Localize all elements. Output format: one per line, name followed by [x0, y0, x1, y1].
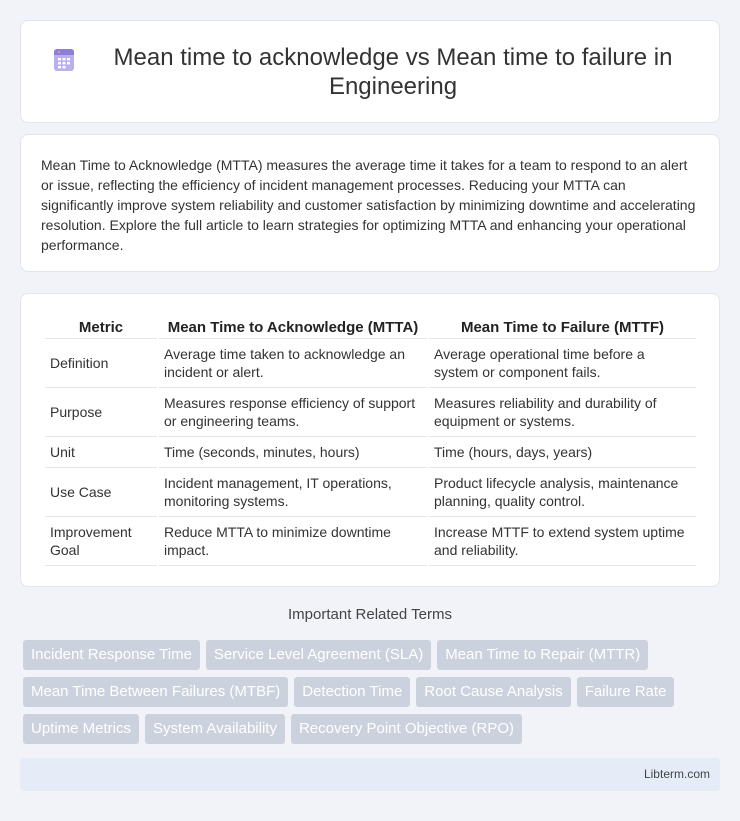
table-row	[45, 516, 696, 566]
summary-card	[20, 134, 720, 272]
tag-system-availability[interactable]: System Availability	[145, 714, 285, 744]
header-mttf: Mean Time to Failure (MTTF)	[460, 318, 665, 336]
footer	[20, 758, 720, 791]
tag-uptime-metrics[interactable]: Uptime Metrics	[23, 714, 139, 744]
row-mtta: Time (seconds, minutes, hours)	[159, 436, 427, 467]
table-row	[45, 338, 696, 387]
tag-detection-time[interactable]: Detection Time	[294, 677, 410, 707]
tag-mean-time-between-failures[interactable]: Mean Time Between Failures (MTBF)	[23, 677, 288, 707]
row-metric: Definition	[45, 338, 157, 387]
tag-incident-response-time[interactable]: Incident Response Time	[23, 640, 200, 670]
document-icon	[51, 47, 77, 73]
row-mttf: Increase MTTF to extend system uptime and reliability.	[429, 516, 696, 566]
row-mtta: Measures response efficiency of support or engineering teams.	[159, 387, 427, 436]
tag-failure-rate[interactable]: Failure Rate	[577, 677, 675, 707]
comparison-table	[43, 316, 698, 566]
tag-mean-time-to-repair[interactable]: Mean Time to Repair (MTTR)	[437, 640, 648, 670]
row-metric: Improvement Goal	[45, 516, 157, 566]
table-row	[45, 436, 696, 467]
row-mttf: Time (hours, days, years)	[429, 436, 696, 467]
comparison-table-card	[20, 293, 720, 587]
table-row	[45, 467, 696, 516]
header-inner	[51, 43, 689, 101]
row-metric: Purpose	[45, 387, 157, 436]
tag-recovery-point-objective[interactable]: Recovery Point Objective (RPO)	[291, 714, 522, 744]
row-metric: Unit	[45, 436, 157, 467]
header-card	[20, 20, 720, 123]
footer-brand-link[interactable]: Libterm.com	[643, 767, 710, 781]
related-terms-title: Important Related Terms	[288, 606, 452, 623]
row-metric: Use Case	[45, 467, 157, 516]
row-mtta: Reduce MTTA to minimize downtime impact.	[159, 516, 427, 566]
row-mttf: Product lifecycle analysis, maintenance planning, quality control.	[429, 467, 696, 516]
row-mttf: Measures reliability and durability of equipment or systems.	[429, 387, 696, 436]
row-mttf: Average operational time before a system or component fails.	[429, 338, 696, 387]
page-title: Mean time to acknowledge vs Mean time to failure in Engineering	[113, 43, 673, 100]
row-mtta: Incident management, IT operations, monitoring systems.	[159, 467, 427, 516]
header-metric: Metric	[78, 318, 124, 336]
summary-text: Mean Time to Acknowledge (MTTA) measures the average time it takes for a team to respond to an alert or issue, reflecting the efficiency of incident management processes. Reducing your MTTA can significantly improve system reliability and customer satisfaction by minimizing downtime and accelerating resolution. Explore the full article to learn strategies for optimizing MTTA and enhancing your operational performance.	[41, 157, 696, 253]
header-mtta: Mean Time to Acknowledge (MTTA)	[167, 318, 419, 336]
tag-root-cause-analysis[interactable]: Root Cause Analysis	[416, 677, 570, 707]
tag-service-level-agreement[interactable]: Service Level Agreement (SLA)	[206, 640, 431, 670]
table-header-row	[45, 316, 696, 338]
table-row	[45, 387, 696, 436]
related-terms-list	[23, 640, 723, 744]
row-mtta: Average time taken to acknowledge an incident or alert.	[159, 338, 427, 387]
